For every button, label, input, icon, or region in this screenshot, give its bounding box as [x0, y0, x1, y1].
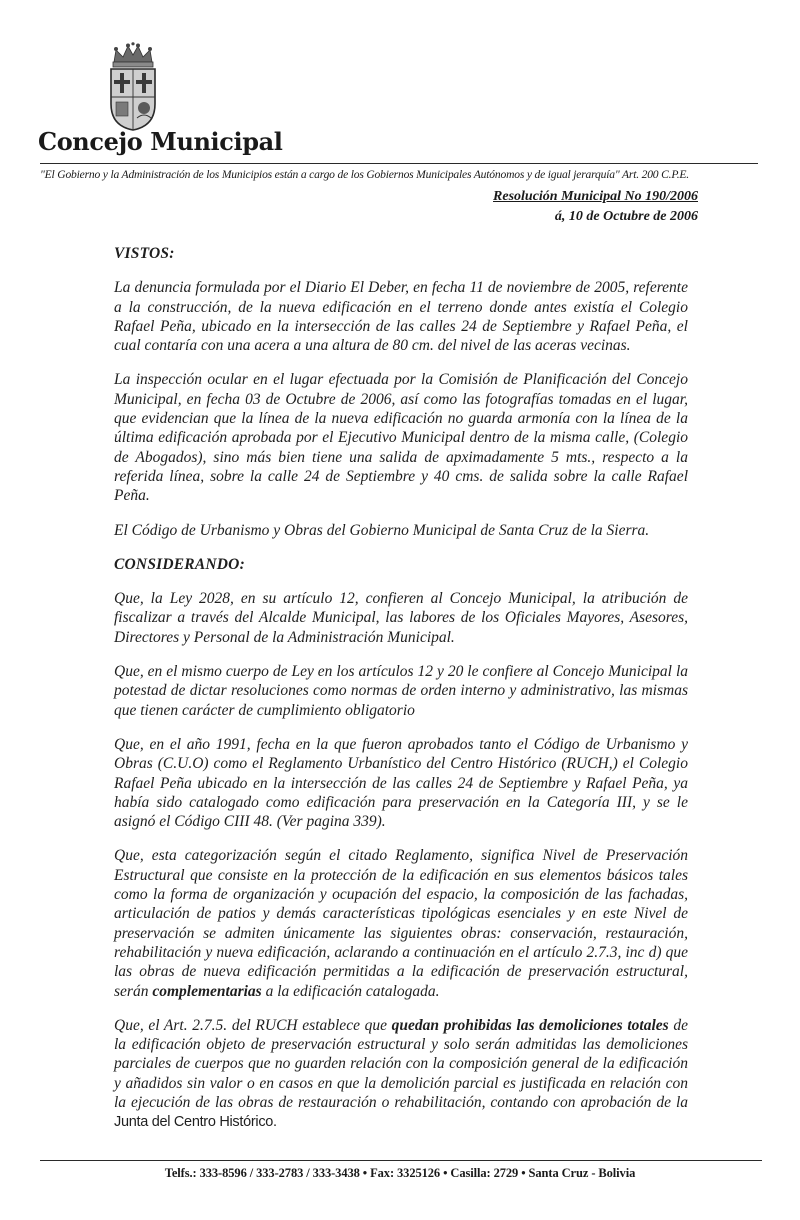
- resolution-number: Resolución Municipal No 190/2006: [493, 189, 698, 204]
- organization-name: Concejo Municipal: [38, 127, 283, 156]
- highlighted-term: quedan prohibidas las demoliciones totales: [391, 1016, 669, 1034]
- vistos-heading: VISTOS:: [114, 245, 175, 262]
- considerando-paragraph: Que, en el mismo cuerpo de Ley en los artículos 12 y 20 le confiere al Concejo Municipal la potestad de dictar resoluciones como normas de orden interno y administrativo, las mismas que tienen carácter de cumplimiento obligatorio: [114, 663, 688, 719]
- paragraph-text: a la edificación catalogada.: [261, 982, 440, 1000]
- vistos-paragraph: La inspección ocular en el lugar efectuada por la Comisión de Planificación del Concejo Municipal, en fecha 03 de Octubre de 2006, así como las fotografías tomadas en el lugar, que evidencian que la línea de la nueva edificación no guarda armonía con la línea de la última edificación aprobada por el Ejecutivo Municipal dentro de la misma calle, (Colegio de Abogados), sino más bien tiene una salida de apximadamente 5 mts., respecto a la referida línea, sobre la calle 24 de Septiembre y 40 cms. de salida sobre la calle Rafael Peña.: [114, 371, 688, 505]
- highlighted-term: complementarias: [152, 982, 262, 1000]
- coat-of-arms-icon: [104, 42, 162, 132]
- considerando-paragraph: [114, 846, 688, 1000]
- junta-reference: Junta del Centro Histórico.: [114, 1114, 277, 1131]
- considerando-paragraph: Que, la Ley 2028, en su artículo 12, confieren al Concejo Municipal, la atribución de fiscalizar a través del Alcalde Municipal, las labores de los Oficiales Mayores, Asesores, Directores y Personal de la Administración Municipal.: [114, 590, 688, 646]
- considerando-paragraph: [114, 1016, 688, 1133]
- considerando-paragraph: Que, en el año 1991, fecha en la que fueron aprobados tanto el Código de Urbanismo y Obras (C.U.O) como el Reglamento Urbanístico del Centro Histórico (RUCH,) el Colegio Rafael Peña ubicado en la intersección de las calles 24 de Septiembre y Rafael Peña, ya había sido catalogado como edificación para preservación en la Categoría III, y se le asignó el Código CIII 48. (Ver pagina 339).: [114, 735, 688, 831]
- paragraph-text: Que, el Art. 2.7.5. del RUCH establece que: [114, 1016, 392, 1034]
- considerando-heading: CONSIDERANDO:: [114, 555, 245, 573]
- resolution-body: [114, 244, 688, 1148]
- footer-divider: [40, 1160, 762, 1161]
- paragraph-text: de la edificación objeto de preservación estructural y solo serán admitidas las demoliciones parciales de cuerpos que no guarden relación con la composición general de la edificación y añadidos sin valor o en casos en que la demolición parcial es justificada en relación con la ejecución de las obras de restauración o rehabilitación, contando con aprobación de la: [114, 1016, 688, 1111]
- vistos-paragraph: El Código de Urbanismo y Obras del Gobierno Municipal de Santa Cruz de la Sierra.: [114, 521, 650, 539]
- header-motto: "El Gobierno y la Administración de los Municipios están a cargo de los Gobiernos Municipales Autónomos y de igual jerarquía" Art. 200 C.P.E.: [40, 168, 689, 181]
- resolution-date: á, 10 de Octubre de 2006: [554, 209, 698, 224]
- footer-contact: Telfs.: 333-8596 / 333-2783 / 333-3438 • Fax: 3325126 • Casilla: 2729 • Santa Cruz - Bolivia: [164, 1166, 636, 1180]
- vistos-paragraph: La denuncia formulada por el Diario El Deber, en fecha 11 de noviembre de 2005, referente a la construcción, de la nueva edificación en el terreno donde antes existía el Colegio Rafael Peña, ubicado en la intersección de las calles 24 de Septiembre y Rafael Peña, el cual contaría con una acera a una altura de 80 cm. del nivel de las aceras vecinas.: [114, 279, 688, 355]
- paragraph-text: Que, esta categorización según el citado Reglamento, significa Nivel de Preservación Estructural que consiste en la protección de la edificación en sus elementos básicos tales como la forma de organización y ocupación del espacio, la composición de las fachadas, articulación de patios y demás características tipológicas esenciales y en este Nivel de preservación se admiten únicamente las siguientes obras: conservación, restauración, rehabilitación y nueva edificación, aclarando a continuación en el artículo 2.7.3, inc d) que las obras de nueva edificación permitidas a la edificación de preservación estructural, serán: [114, 847, 688, 1000]
- header-divider: [40, 163, 758, 164]
